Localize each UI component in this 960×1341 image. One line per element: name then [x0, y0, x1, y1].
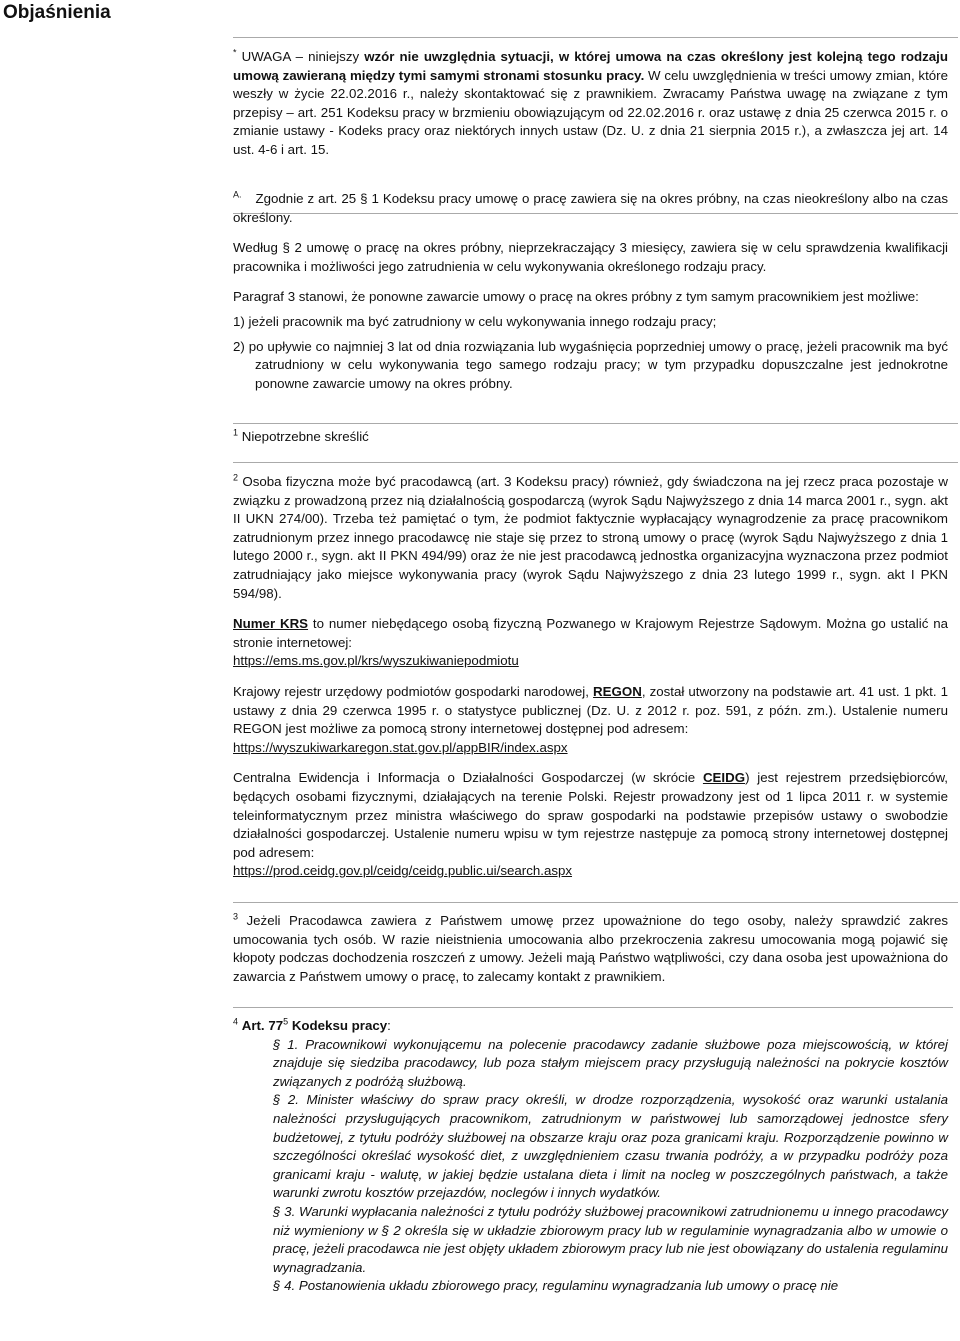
warning-text-rest: W celu uwzględnienia w treści umowy zmian, które weszły w życie 22.02.2016 r., należy skontaktować się z prawnikiem. Zwracamy Państwa uwagę na związane z tym przepisy – art. 251 Kodeksu pracy w brzmieniu obowiązującym od 22.02.2016 r. oraz ustawę z dnia 25 czerwca 2015 r. o zmianie ustawy - Kodeks pracy oraz niektórych innych ustaw (Dz. U. z dnia 21 sierpnia 2015 r.), a zwłaszcza jej art. 14 ust. 4-6 i art. 15.	[233, 67, 948, 157]
krs-link[interactable]: https://ems.ms.gov.pl/krs/wyszukiwaniepodmiotu	[233, 653, 519, 669]
footnote-marker: 3	[233, 911, 239, 922]
ceidg-link[interactable]: https://prod.ceidg.gov.pl/ceidg/ceidg.public.ui/search.aspx	[233, 863, 573, 879]
warning-note	[233, 48, 948, 160]
divider	[233, 37, 958, 38]
note-a-list-item: 2) po upływie co najmniej 3 lat od dnia rozwiązania lub wygaśnięcia poprzedniej umowy o pracę, jeżeli pracownik ma być zatrudniony w celu wykonywania tego samego rodzaju pracy; w tym przypadku dopuszczalne jest jednokrotne ponowne zawarcie umowy na okres próbny.	[233, 338, 948, 391]
ceidg-text-pre: Centralna Ewidencja i Informacja o Działalności Gospodarczej (w skrócie	[233, 770, 703, 786]
krs-term: Numer KRS	[233, 616, 309, 632]
article-ref: Art. 77	[241, 1018, 284, 1033]
regon-link[interactable]: https://wyszukiwarkaregon.stat.gov.pl/appBIR/index.aspx	[233, 739, 568, 755]
article-paragraph: § 4. Postanowienia układu zbiorowego pracy, regulaminu wynagradzania lub umowy o pracę nie	[273, 1278, 839, 1294]
divider	[233, 462, 958, 463]
note-a	[233, 190, 948, 393]
warning-text-start: UWAGA – niniejszy	[241, 49, 365, 64]
footnote-2-paragraph: Osoba fizyczna może być pracodawcą (art. 3 Kodeksu pracy) również, gdy świadczona na jej rzecz praca pozostaje w związku z prowadzoną przez nią działalnością gospodarczą (wyrok Sądu Najwyższego z dnia 14 marca 2001 r., sygn. akt II UKN 274/00). Trzeba też pamiętać o tym, że podmiot faktycznie wypłacający wynagrodzenie za pracę pracownikom zatrudnionym przez innego pracodawcę nie staje się przez to stroną umowy o pracę (wyrok Sądu Najwyższego z dnia 1 lutego 2000 r., sygn. akt II PKN 494/99) oraz że nie jest pracodawcą jednostka organizacyjna wyznaczona przez podmiot zatrudniający jako miejsce wykonywania pracy (wyrok Sądu Najwyższego z dnia 23 lutego 1999 r., sygn. akt I PKN 594/98).	[233, 474, 948, 601]
article-ref-sup: 5	[283, 1016, 289, 1027]
footnote-1-text: Niepotrzebne skreślić	[241, 429, 369, 444]
footnote-marker: 1	[233, 427, 239, 438]
note-a-paragraph: Według § 2 umowę o pracę na okres próbny, nieprzekraczający 3 miesięcy, zawiera się w celu sprawdzenia kwalifikacji pracownika i możliwości jego zatrudnienia w celu wykonywania określonego rodzaju pracy.	[233, 240, 948, 274]
regon-term: REGON	[593, 683, 642, 699]
footnote-marker: 4	[233, 1016, 239, 1027]
regon-text-pre: Krajowy rejestr urzędowy podmiotów gospodarki narodowej,	[233, 683, 594, 699]
footnote-3-text: Jeżeli Pracodawca zawiera z Państwem umowę przez upoważnione do tego osoby, należy sprawdzić zakres umocowania tych osób. W razie nieistnienia umocowania albo przekroczenia zakresu umocowania mogą pojawić się kłopoty podczas dochodzenia roszczeń z umowy. Jeżeli mają Państwo wątpliwości, czy dana osoba jest upoważniona do zawarcia z Państwem umowy o pracę, to zalecamy kontakt z prawnikiem.	[233, 913, 948, 984]
article-paragraph: § 1. Pracownikowi wykonującemu na polecenie pracodawcy zadanie służbowe poza miejscowością, w której znajduje się siedziba pracodawcy, lub poza stałym miejscem pracy przysługują należności na pokrycie kosztów związanych z podróżą służbową.	[273, 1036, 948, 1089]
footnote-1	[233, 428, 948, 447]
footnote-2	[233, 473, 948, 881]
divider	[233, 902, 958, 903]
article-paragraph: § 2. Minister właściwy do spraw pracy określi, w drodze rozporządzenia, wysokość oraz warunki ustalania należności przysługujących pracownikom, zatrudnionym w państwowej lub samorządowej jednostce sfery budżetowej, z tytułu podróży służbowej na obszarze kraju oraz poza granicami kraju. Rozporządzenie powinno w szczególności określać wysokość diet, z uwzględnieniem czasu trwania podróży, a w przypadku podróży poza granicami kraju - walutę, w jakiej będzie ustalana dieta i limit na nocleg w poszczególnych państwach, a także warunki zwrotu kosztów przejazdów, noclegów i innych wydatków.	[273, 1092, 948, 1201]
page-title: Objaśnienia	[3, 2, 111, 23]
footnote-marker: *	[233, 47, 237, 58]
footnote-4	[233, 1017, 948, 1296]
note-a-paragraph: Paragraf 3 stanowi, że ponowne zawarcie umowy o pracę na okres próbny z tym samym pracownikiem jest możliwe:	[233, 289, 919, 305]
note-a-paragraph: Zgodnie z art. 25 § 1 Kodeksu pracy umowę o pracę zawiera się na okres próbny, na czas nieokreślony albo na czas określony.	[233, 191, 948, 225]
krs-text: to numer niebędącego osobą fizyczną Pozwanego w Krajowym Rejestrze Sądowym. Można go ustalić na stronie internetowej:	[233, 616, 948, 650]
footnote-marker: 2	[233, 472, 239, 483]
footnote-3	[233, 912, 948, 986]
divider	[233, 423, 958, 424]
note-a-list-item: 1) jeżeli pracownik ma być zatrudniony w celu wykonywania innego rodzaju pracy;	[233, 313, 717, 329]
regon-text: , został utworzony na podstawie art. 41 ust. 1 pkt. 1 ustawy z dnia 29 czerwca 1995 r. o statystyce publicznej (Dz. U. z 2012 r. poz. 591, z późn. zm.). Ustalenie numeru REGON jest możliwe za pomocą strony internetowej dostępnej pod adresem:	[233, 683, 948, 737]
warning-text-bold: wzór nie uwzględnia sytuacji, w której umowa na czas określony jest kolejną tego rodzaju umową zawieraną między tymi samymi stronami stosunku pracy.	[233, 49, 948, 83]
ceidg-text: ) jest rejestrem przedsiębiorców, będących osobami fizycznymi, działających na terenie Polski. Rejestr prowadzony jest od 1 lipca 2011 r. w systemie teleinformatycznym przez ministra właściwego do spraw gospodarki na podstawie przepisów ustawy o swobodzie działalności gospodarczej. Ustalenie numeru wpisu w tym rejestrze następuje za pomocą strony internetowej dostępnej pod adresem:	[233, 770, 949, 860]
article-ref-colon: :	[387, 1018, 391, 1033]
article-paragraph: § 3. Warunki wypłacania należności z tytułu podróży służbowej pracownikowi zatrudnionemu u innego pracodawcy niż wymieniony w § 2 określa się w układzie zbiorowym pracy lub w regulaminie wynagradzania albo w umowie o pracę, jeżeli pracodawca nie jest objęty układem zbiorowym pracy lub nie jest obowiązany do ustalenia regulaminu wynagradzania.	[273, 1203, 948, 1275]
ceidg-term: CEIDG	[702, 770, 746, 786]
footnote-marker: A.	[233, 189, 242, 200]
article-ref-code: Kodeksu pracy	[288, 1018, 388, 1033]
divider	[233, 1007, 953, 1008]
